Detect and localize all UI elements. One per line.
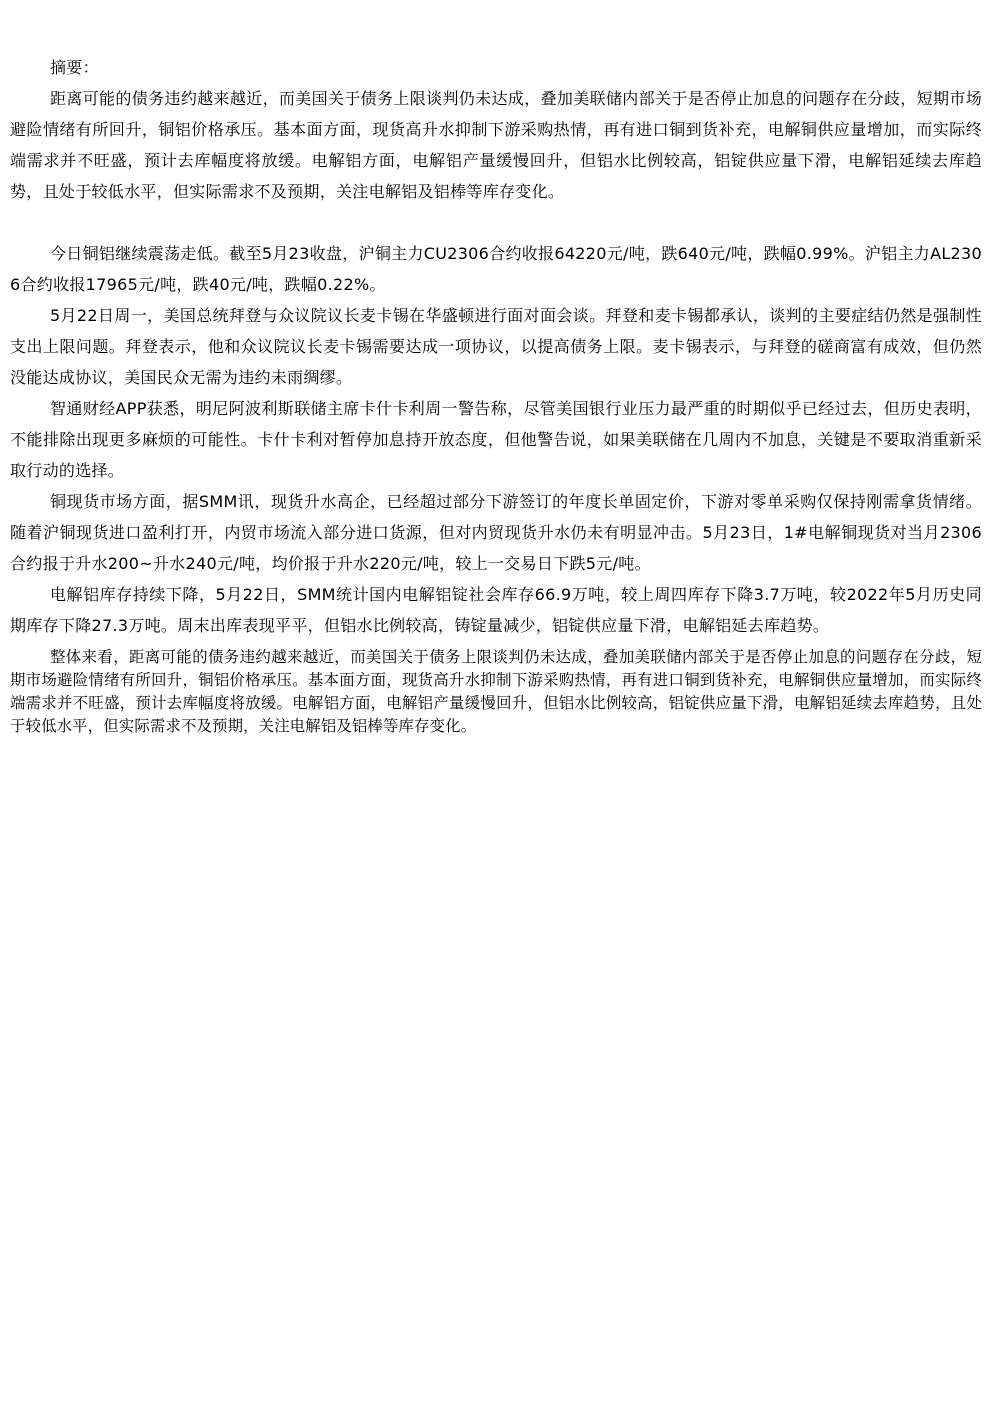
abstract-heading: 摘要： bbox=[50, 58, 99, 77]
paragraph-copper-spot: 铜现货市场方面，据SMM讯，现货升水高企，已经超过部分下游签订的年度长单固定价，下游对零单采购仅保持刚需拿货情绪。随着沪铜现货进口盈利打开，内贸市场流入部分进口货源，但对内贸现货升水仍未有明显冲击。5月23日，1#电解铜现货对当月2306合约报于升水200~升水240元/吨，均价报于升水220元/吨，较上一交易日下跌5元/吨。 bbox=[10, 492, 982, 573]
paragraph-fed-comments: 智通财经APP获悉，明尼阿波利斯联储主席卡什卡利周一警告称，尽管美国银行业压力最严重的时期似乎已经过去，但历史表明，不能排除出现更多麻烦的可能性。卡什卡利对暂停加息持开放态度，但他警告说，如果美联储在几周内不加息，关键是不要取消重新采取行动的选择。 bbox=[10, 399, 982, 480]
paragraph-gap bbox=[10, 207, 982, 238]
paragraph-summary: 整体来看，距离可能的债务违约越来越近，而美国关于债务上限谈判仍未达成，叠加美联储内部关于是否停止加息的问题存在分歧，短期市场避险情绪有所回升，铜铝价格承压。基本面方面，现货高升水抑制下游采购热情，再有进口铜到货补充，电解铜供应量增加，而实际终端需求并不旺盛，预计去库幅度将放缓。电解铝方面，电解铝产量缓慢回升，但铝水比例较高，铝锭供应量下滑，电解铝延续去库趋势，且处于较低水平，但实际需求不及预期，关注电解铝及铝棒等库存变化。 bbox=[10, 648, 982, 735]
abstract-body: 距离可能的债务违约越来越近，而美国关于债务上限谈判仍未达成，叠加美联储内部关于是否停止加息的问题存在分歧，短期市场避险情绪有所回升，铜铝价格承压。基本面方面，现货高升水抑制下游采购热情，再有进口铜到货补充，电解铜供应量增加，而实际终端需求并不旺盛，预计去库幅度将放缓。电解铝方面，电解铝产量缓慢回升，但铝水比例较高，铝锭供应量下滑，电解铝延续去库趋势，且处于较低水平，但实际需求不及预期，关注电解铝及铝棒等库存变化。 bbox=[10, 89, 982, 201]
document-page bbox=[10, 52, 982, 738]
paragraph-price-overview: 今日铜铝继续震荡走低。截至5月23收盘，沪铜主力CU2306合约收报64220元/吨，跌640元/吨，跌幅0.99%。沪铝主力AL2306合约收报17965元/吨，跌40元/吨，跌幅0.22%。 bbox=[10, 244, 982, 294]
paragraph-aluminum-inventory: 电解铝库存持续下降，5月22日，SMM统计国内电解铝锭社会库存66.9万吨，较上周四库存下降3.7万吨，较2022年5月历史同期库存下降27.3万吨。周末出库表现平平，但铝水比例较高，铸锭量减少，铝锭供应量下滑，电解铝延去库趋势。 bbox=[10, 585, 982, 635]
paragraph-debt-talks: 5月22日周一，美国总统拜登与众议院议长麦卡锡在华盛顿进行面对面会谈。拜登和麦卡锡都承认，谈判的主要症结仍然是强制性支出上限问题。拜登表示，他和众议院议长麦卡锡需要达成一项协议，以提高债务上限。麦卡锡表示，与拜登的磋商富有成效，但仍然没能达成协议，美国民众无需为违约未雨绸缪。 bbox=[10, 306, 982, 387]
